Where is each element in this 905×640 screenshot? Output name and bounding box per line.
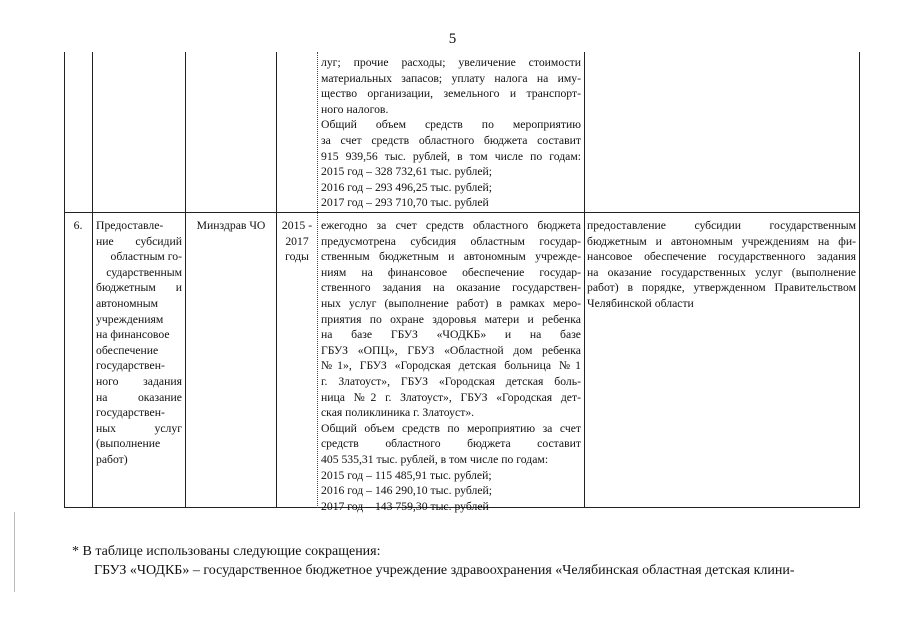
- text-line: ных услуг (выполнение работ) в рамках меро-: [321, 296, 581, 310]
- col-border: [92, 52, 93, 508]
- text-line: ного налогов.: [321, 102, 389, 116]
- text-line: на финансовое: [96, 328, 170, 342]
- row-description: [321, 218, 581, 514]
- col-border: [859, 52, 860, 508]
- text-line: на оказание государственных услуг (выполнение: [587, 265, 856, 279]
- text-line: годы: [285, 250, 309, 264]
- text-line: работ) в порядке, утвержденном Правительством: [587, 281, 856, 295]
- text-line: ние субсидий: [96, 234, 182, 248]
- text-line: учреждениям: [96, 312, 164, 326]
- scan-margin-mark: [14, 512, 15, 592]
- text-line: луг; прочие расходы; увеличение стоимости: [321, 56, 581, 69]
- text-line: г. Златоуст», ГБУЗ «Городская детская боль-: [321, 374, 581, 388]
- text-line: ская поликлиника г. Златоуст».: [321, 406, 475, 420]
- text-line: приятия по охране здоровья матери и ребенка: [321, 312, 581, 326]
- text-line: ежегодно за счет средств областного бюджета: [321, 219, 581, 232]
- text-line: Челябинской области: [587, 296, 694, 310]
- row-divider: [64, 212, 859, 213]
- text-line: бюджетным и: [96, 281, 182, 295]
- text-line: 2015 год – 115 485,91 тыс. рублей;: [321, 468, 492, 482]
- text-line: на базе ГБУЗ «ЧОДКБ» и на базе: [321, 328, 581, 342]
- text-line: материальных запасов; уплату налога на иму-: [321, 71, 581, 85]
- text-line: на оказание: [96, 390, 182, 404]
- text-line: №1», ГБУЗ «Городская детская больница №1: [321, 359, 581, 373]
- text-line: 915 939,56 тыс. рублей, в том числе по годам:: [321, 149, 581, 163]
- text-line: Общий объем средств по мероприятию: [321, 118, 581, 132]
- row-number: 6.: [73, 219, 83, 232]
- text-line: 2015 год – 328 732,61 тыс. рублей;: [321, 165, 493, 179]
- col-border: [64, 52, 65, 508]
- text-line: ниям на финансовое обеспечение государ-: [321, 265, 581, 279]
- text-line: автономным: [96, 296, 158, 310]
- col-border: [185, 52, 186, 508]
- text-line: работ): [96, 452, 128, 466]
- row-executor: Минздрав ЧО: [196, 219, 266, 232]
- text-line: 405 535,31 тыс. рублей, в том числе по годам:: [321, 452, 549, 466]
- text-line: предусмотрена субсидия областным государ-: [321, 234, 581, 248]
- text-line: государствен-: [96, 406, 165, 420]
- text-line: ственным бюджетным и автономным учрежде-: [321, 250, 581, 264]
- text-line: за счет средств областного бюджета составит: [321, 133, 581, 147]
- text-line: сударственным: [106, 265, 182, 279]
- text-line: предоставление субсидии государственным: [587, 219, 856, 232]
- text-line: ГБУЗ «ОПЦ», ГБУЗ «Областной дом ребенка: [321, 343, 581, 357]
- row-result: [587, 218, 856, 312]
- text-line: (выполнение: [96, 437, 161, 451]
- page-number: 5: [448, 31, 457, 47]
- text-line: Предоставле-: [96, 219, 164, 232]
- text-line: ственного задания на оказание государствен-: [321, 281, 581, 295]
- row-name: [96, 218, 182, 468]
- col-border: [276, 52, 277, 508]
- text-line: средств областного бюджета составит: [321, 437, 581, 451]
- text-line: государствен-: [96, 359, 165, 373]
- text-line: щество организации, земельного и транспорт-: [321, 87, 581, 101]
- text-line: 2015 -: [281, 219, 313, 232]
- text-line: ница №2 г. Златоуст», ГБУЗ «Городская дет-: [321, 390, 581, 404]
- text-line: нансовое обеспечение государственного задания: [587, 250, 856, 264]
- text-line: 2016 год – 146 290,10 тыс. рублей;: [321, 484, 493, 498]
- col-border: [317, 52, 320, 508]
- text-line: обеспечение: [96, 343, 159, 357]
- text-line: 2016 год – 293 496,25 тыс. рублей;: [321, 180, 493, 194]
- text-line: 2017: [285, 234, 309, 248]
- text-line: 2017 год – 293 710,70 тыс. рублей: [321, 196, 489, 210]
- footnote-title: * В таблице использованы следующие сокращения:: [72, 544, 381, 559]
- col-border: [584, 52, 585, 508]
- text-line: областным го-: [110, 250, 182, 264]
- text-line: ных услуг: [96, 421, 182, 435]
- text-line: Общий объем средств по мероприятию за счет: [321, 421, 581, 435]
- prev-row-description: [321, 55, 581, 211]
- text-line: 2017 год – 143 759,30 тыс. рублей: [321, 499, 489, 513]
- text-line: бюджетным и автономным учреждениям на фи-: [587, 234, 856, 248]
- text-line: ного задания: [96, 374, 182, 388]
- row-period: [277, 218, 317, 265]
- footnote-line: ГБУЗ «ЧОДКБ» – государственное бюджетное учреждение здравоохранения «Челябинская областная детская клини-: [94, 563, 795, 578]
